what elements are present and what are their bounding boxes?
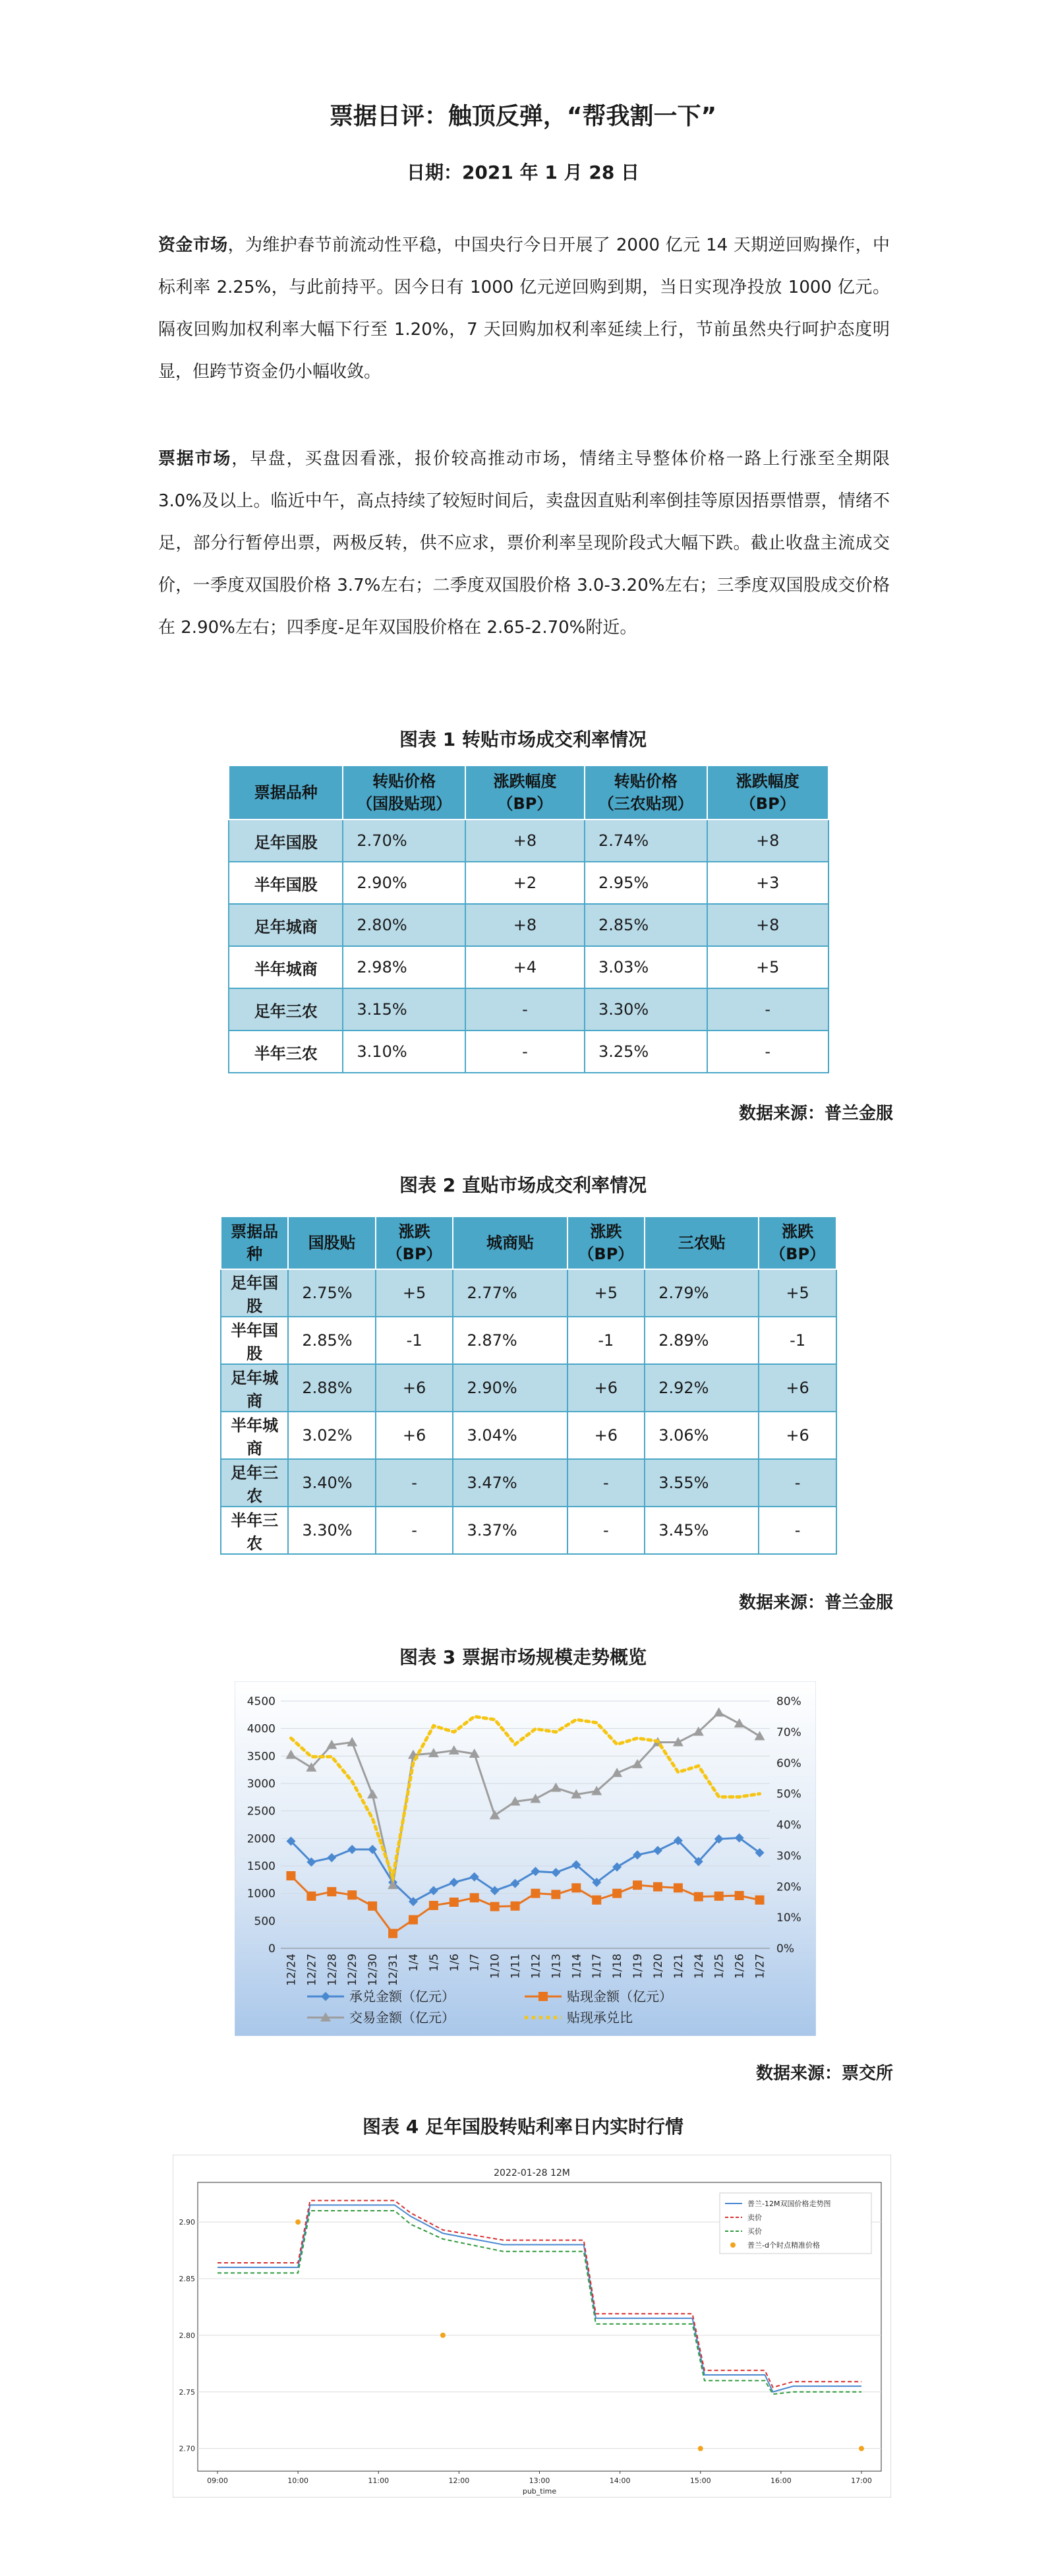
table-cell: 2.90% xyxy=(453,1364,567,1412)
market-scale-chart xyxy=(235,1681,816,2036)
row-label: 半年三农 xyxy=(229,1031,343,1073)
data-point xyxy=(592,1896,601,1905)
table-cell: 3.03% xyxy=(585,946,707,988)
table-cell: +5 xyxy=(707,946,828,988)
data-point xyxy=(551,1890,560,1899)
data-point xyxy=(490,1902,500,1911)
x-tick-label: 1/7 xyxy=(468,1954,482,1972)
x-tick-label: 1/26 xyxy=(733,1954,747,1979)
x-tick-label: 11:00 xyxy=(368,2476,390,2485)
y2-tick-label: 40% xyxy=(776,1818,801,1832)
x-tick-label: 12/30 xyxy=(366,1954,380,1986)
table-cell: +6 xyxy=(567,1412,645,1459)
table-cell: +8 xyxy=(707,904,828,946)
row-label: 足年国股 xyxy=(229,820,343,862)
table-row xyxy=(229,904,828,946)
column-header: 票据品种 xyxy=(221,1216,288,1269)
table-row xyxy=(229,820,828,862)
legend-label: 贴现承兑比 xyxy=(567,2010,633,2025)
table-cell: 3.25% xyxy=(585,1031,707,1073)
data-point xyxy=(470,1893,479,1902)
x-tick-label: 1/13 xyxy=(550,1954,564,1979)
x-tick-label: 1/18 xyxy=(611,1954,625,1979)
table-cell: - xyxy=(465,1031,585,1073)
table-row xyxy=(229,988,828,1031)
x-tick-label: 12:00 xyxy=(448,2476,470,2485)
x-tick-label: 09:00 xyxy=(207,2476,228,2485)
table-cell: +6 xyxy=(376,1412,453,1459)
column-header: 转贴价格 （三农贴现） xyxy=(585,765,707,820)
money-market-text: ，为维护春节前流动性平稳，中国央行今日开展了 2000 亿元 14 天期逆回购操作，中标利率 2.25%，与此前持平。因今日有 1000 亿元逆回购到期，当日实现净投放 1000 亿元。隔夜回购加权利率大幅下行至 1.20%，7 天回购加权利率延续上行，节前虽然央行呵护态度明显，但跨节资金仍小幅收敛。 xyxy=(158,235,890,382)
table-cell: +6 xyxy=(567,1364,645,1412)
table1-caption: 图表 1 转贴市场成交利率情况 xyxy=(399,729,647,750)
legend-marker xyxy=(538,1992,548,2001)
x-tick-label: 12/28 xyxy=(326,1954,339,1986)
table-cell: +5 xyxy=(376,1269,453,1317)
legend-label: 承兑金额（亿元） xyxy=(349,1989,455,2004)
table-cell: 2.85% xyxy=(585,904,707,946)
y-tick-label: 1500 xyxy=(247,1860,276,1873)
data-point xyxy=(674,1883,683,1892)
table2-source: 数据来源：普兰金服 xyxy=(738,1593,893,1613)
table-cell: 2.79% xyxy=(645,1269,759,1317)
chart3-caption: 图表 3 票据市场规模走势概览 xyxy=(399,1646,647,1668)
table-row xyxy=(229,862,828,904)
x-tick-label: 1/6 xyxy=(448,1954,461,1972)
y-tick-label: 0 xyxy=(268,1942,276,1956)
table-cell: -1 xyxy=(567,1317,645,1364)
chart-background xyxy=(235,1681,816,2036)
x-tick-label: 12/24 xyxy=(285,1954,299,1986)
table-cell: 2.70% xyxy=(343,820,465,862)
table-cell: +6 xyxy=(759,1364,836,1412)
table-row xyxy=(221,1507,836,1554)
table-cell: - xyxy=(759,1507,836,1554)
y-tick-label: 3500 xyxy=(247,1750,276,1764)
table-row xyxy=(221,1269,836,1317)
chart-title: 2022-01-28 12M xyxy=(494,2168,570,2178)
y-tick-label: 2.70 xyxy=(179,2444,195,2453)
table-cell: +4 xyxy=(465,946,585,988)
legend-label: 交易金额（亿元） xyxy=(349,2010,455,2025)
column-header: 涨跌 （BP） xyxy=(567,1216,645,1269)
y2-tick-label: 60% xyxy=(776,1756,801,1770)
table-cell: 2.95% xyxy=(585,862,707,904)
x-tick-label: 1/5 xyxy=(427,1954,441,1972)
x-tick-label: 1/14 xyxy=(570,1954,584,1979)
table-cell: 3.37% xyxy=(453,1507,567,1554)
data-point xyxy=(429,1901,438,1910)
y-tick-label: 1000 xyxy=(247,1887,276,1901)
column-header: 三农贴 xyxy=(645,1216,759,1269)
table-cell: 3.06% xyxy=(645,1412,759,1459)
table-cell: 2.90% xyxy=(343,862,465,904)
table-cell: - xyxy=(376,1459,453,1507)
table-cell: +6 xyxy=(376,1364,453,1412)
x-tick-label: 1/11 xyxy=(509,1954,523,1979)
y-tick-label: 2000 xyxy=(247,1832,276,1846)
data-point xyxy=(571,1883,581,1892)
y-tick-label: 2.90 xyxy=(179,2218,195,2227)
y2-tick-label: 50% xyxy=(776,1787,801,1801)
data-point xyxy=(755,1896,765,1905)
table-row xyxy=(229,1031,828,1073)
table-cell: 3.30% xyxy=(288,1507,375,1554)
column-header: 国股贴 xyxy=(288,1216,375,1269)
data-point xyxy=(694,1892,703,1902)
y2-tick-label: 30% xyxy=(776,1849,801,1863)
x-tick-label: 1/20 xyxy=(651,1954,665,1979)
x-tick-label: 1/24 xyxy=(692,1954,706,1979)
column-header: 转贴价格 （国股贴现） xyxy=(343,765,465,820)
table-cell: -1 xyxy=(376,1317,453,1364)
money-market-label: 资金市场 xyxy=(158,235,228,255)
legend-label: 普兰-d个时点精准价格 xyxy=(747,2241,820,2250)
data-point xyxy=(612,1889,622,1898)
column-header: 票据品种 xyxy=(229,765,343,820)
column-header: 涨跌幅度 （BP） xyxy=(707,765,828,820)
data-point xyxy=(440,2333,446,2338)
table-cell: 2.98% xyxy=(343,946,465,988)
data-point xyxy=(450,1898,459,1907)
table-cell: 3.15% xyxy=(343,988,465,1031)
data-point xyxy=(306,1892,316,1901)
x-tick-label: 15:00 xyxy=(689,2476,711,2485)
table-cell: +3 xyxy=(707,862,828,904)
x-tick-label: 1/4 xyxy=(407,1954,421,1972)
table-cell: - xyxy=(567,1459,645,1507)
x-tick-label: 1/25 xyxy=(712,1954,726,1979)
table-cell: 2.87% xyxy=(453,1317,567,1364)
row-label: 半年三农 xyxy=(221,1507,288,1554)
y-tick-label: 4000 xyxy=(247,1722,276,1736)
y-tick-label: 3000 xyxy=(247,1778,276,1791)
row-label: 足年三农 xyxy=(221,1459,288,1507)
x-tick-label: 10:00 xyxy=(287,2476,308,2485)
data-point xyxy=(698,2446,703,2451)
chart4-caption: 图表 4 足年国股转贴利率日内实时行情 xyxy=(363,2116,683,2138)
y2-tick-label: 20% xyxy=(776,1880,801,1894)
table-cell: 3.30% xyxy=(585,988,707,1031)
data-point xyxy=(511,1902,520,1911)
y-tick-label: 2.85 xyxy=(179,2275,195,2283)
y2-tick-label: 80% xyxy=(776,1695,801,1708)
row-label: 足年三农 xyxy=(229,988,343,1031)
data-point xyxy=(409,1915,418,1925)
x-tick-label: 13:00 xyxy=(529,2476,550,2485)
y-tick-label: 2500 xyxy=(247,1805,276,1818)
x-tick-label: 1/27 xyxy=(753,1954,767,1979)
table-cell: 2.80% xyxy=(343,904,465,946)
table2-caption: 图表 2 直贴市场成交利率情况 xyxy=(399,1174,647,1196)
data-point xyxy=(859,2446,864,2451)
discount-rate-table xyxy=(220,1216,837,1555)
table-cell: +5 xyxy=(567,1269,645,1317)
table-cell: 2.77% xyxy=(453,1269,567,1317)
table-cell: - xyxy=(567,1507,645,1554)
table-cell: 2.88% xyxy=(288,1364,375,1412)
data-point xyxy=(368,1902,377,1911)
y2-tick-label: 70% xyxy=(776,1725,801,1739)
x-tick-label: 16:00 xyxy=(770,2476,792,2485)
table-cell: 3.45% xyxy=(645,1507,759,1554)
table-cell: 2.85% xyxy=(288,1317,375,1364)
table-cell: 2.92% xyxy=(645,1364,759,1412)
x-tick-label: 1/12 xyxy=(529,1954,543,1979)
table1-source: 数据来源：普兰金服 xyxy=(738,1104,893,1123)
rediscount-rate-table xyxy=(228,765,829,1073)
table-row xyxy=(221,1459,836,1507)
table-row xyxy=(221,1317,836,1364)
table-cell: 3.10% xyxy=(343,1031,465,1073)
legend-label: 贴现金额（亿元） xyxy=(567,1989,672,2004)
legend-label: 普兰-12M双国价格走势图 xyxy=(747,2200,831,2208)
table-cell: +6 xyxy=(759,1412,836,1459)
column-header: 涨跌 （BP） xyxy=(759,1216,836,1269)
page-title: 票据日评：触顶反弹，“帮我割一下” xyxy=(329,103,717,130)
x-tick-label: 1/19 xyxy=(631,1954,645,1979)
table-cell: - xyxy=(707,988,828,1031)
data-point xyxy=(286,1871,295,1880)
table-cell: 3.55% xyxy=(645,1459,759,1507)
intraday-rate-chart xyxy=(173,2155,891,2498)
table-row xyxy=(221,1412,836,1459)
x-tick-label: 12/29 xyxy=(346,1954,360,1986)
table-cell: - xyxy=(759,1459,836,1507)
report-date: 日期：2021 年 1 月 28 日 xyxy=(406,162,640,183)
data-point xyxy=(295,2219,301,2225)
bill-market-paragraph xyxy=(158,438,890,649)
legend-marker xyxy=(730,2242,736,2248)
table-cell: 2.74% xyxy=(585,820,707,862)
table-cell: 3.40% xyxy=(288,1459,375,1507)
column-header: 涨跌幅度 （BP） xyxy=(465,765,585,820)
table-cell: 3.02% xyxy=(288,1412,375,1459)
legend-label: 卖价 xyxy=(747,2213,762,2222)
table-cell: - xyxy=(376,1507,453,1554)
table-cell: -1 xyxy=(759,1317,836,1364)
data-point xyxy=(531,1889,540,1898)
column-header: 涨跌 （BP） xyxy=(376,1216,453,1269)
table-cell: +2 xyxy=(465,862,585,904)
table-cell: - xyxy=(465,988,585,1031)
table-cell: 2.89% xyxy=(645,1317,759,1364)
chart3-source: 数据来源：票交所 xyxy=(755,2064,893,2083)
x-tick-label: 1/21 xyxy=(672,1954,685,1979)
bill-market-text: ，早盘，买盘因看涨，报价较高推动市场，情绪主导整体价格一路上行涨至全期限 3.0%及以上。临近中午，高点持续了较短时间后，卖盘因直贴利率倒挂等原因捂票惜票，情绪不足，部分行暂停出票，两极反转，供不应求，票价利率呈现阶段式大幅下跌。截止收盘主流成交价，一季度双国股价格 3.7%左右；二季度双国股价格 3.0-3.20%左右；三季度双国股成交价格在 2.90%左右；四季度-足年双国股价格在 2.65-2.70%附近。 xyxy=(158,449,890,638)
row-label: 半年国股 xyxy=(221,1317,288,1364)
x-tick-label: 12/31 xyxy=(387,1954,401,1986)
y2-tick-label: 10% xyxy=(776,1911,801,1925)
data-point xyxy=(653,1882,662,1892)
table-row xyxy=(229,946,828,988)
x-tick-label: 1/17 xyxy=(591,1954,604,1979)
table-cell: 2.75% xyxy=(288,1269,375,1317)
x-tick-label: 12/27 xyxy=(305,1954,319,1986)
x-tick-label: 14:00 xyxy=(609,2476,631,2485)
data-point xyxy=(347,1890,357,1900)
y-tick-label: 2.80 xyxy=(179,2331,195,2340)
row-label: 半年城商 xyxy=(221,1412,288,1459)
row-label: 足年城商 xyxy=(221,1364,288,1412)
row-label: 足年城商 xyxy=(229,904,343,946)
table-cell: 3.47% xyxy=(453,1459,567,1507)
table-cell: +8 xyxy=(707,820,828,862)
data-point xyxy=(735,1891,744,1900)
table-cell: +8 xyxy=(465,904,585,946)
table-cell: +5 xyxy=(759,1269,836,1317)
y-tick-label: 4500 xyxy=(247,1695,276,1708)
y2-tick-label: 0% xyxy=(776,1942,794,1956)
row-label: 半年国股 xyxy=(229,862,343,904)
data-point xyxy=(714,1892,724,1901)
data-point xyxy=(388,1929,397,1938)
x-tick-label: 1/10 xyxy=(488,1954,502,1979)
legend-label: 买价 xyxy=(747,2227,762,2236)
y-tick-label: 500 xyxy=(254,1915,276,1929)
y-tick-label: 2.75 xyxy=(179,2387,195,2397)
row-label: 足年国股 xyxy=(221,1269,288,1317)
data-point xyxy=(327,1887,336,1896)
data-point xyxy=(633,1880,642,1890)
table-row xyxy=(221,1364,836,1412)
table-cell: - xyxy=(707,1031,828,1073)
column-header: 城商贴 xyxy=(453,1216,567,1269)
table-cell: 3.04% xyxy=(453,1412,567,1459)
x-axis-label: pub_time xyxy=(522,2487,557,2496)
money-market-paragraph xyxy=(158,224,890,393)
bill-market-label: 票据市场 xyxy=(158,449,232,469)
table-cell: +8 xyxy=(465,820,585,862)
row-label: 半年城商 xyxy=(229,946,343,988)
x-tick-label: 17:00 xyxy=(851,2476,872,2485)
